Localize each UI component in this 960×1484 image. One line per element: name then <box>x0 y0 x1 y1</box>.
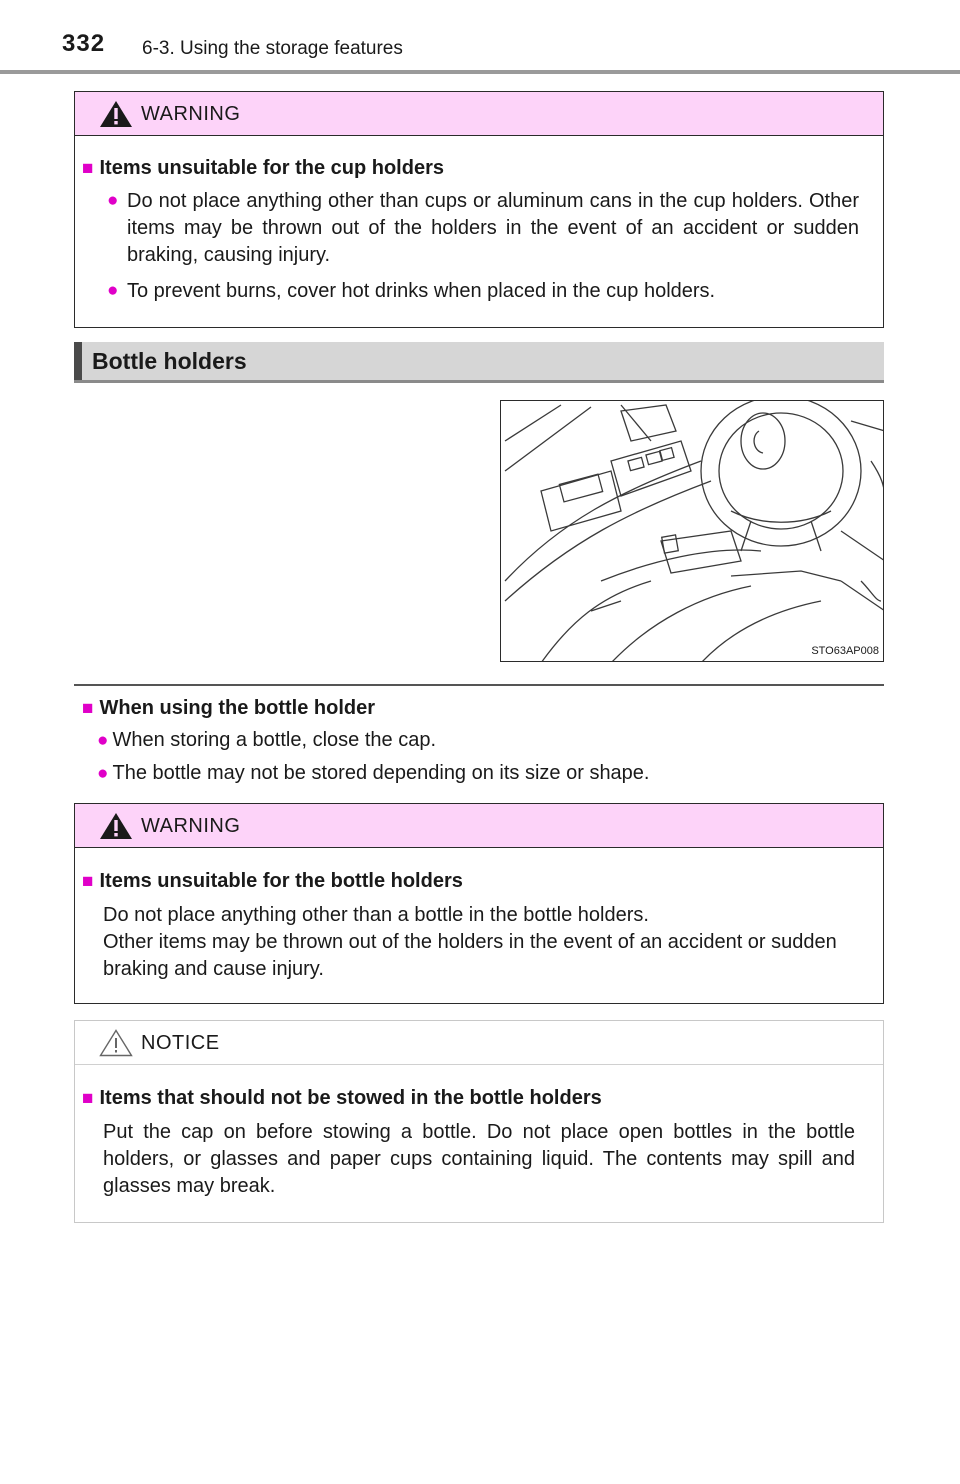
section-rule <box>74 380 884 383</box>
usage-bullet: ● The bottle may not be stored depending on its size or shape. <box>97 762 650 784</box>
warning-box-header <box>75 92 883 136</box>
notice-box <box>74 1020 884 1223</box>
usage-bullet: ● When storing a bottle, close the cap. <box>97 729 436 751</box>
warning-box-header <box>75 804 883 848</box>
warning-text-line: Other items may be thrown out of the holders in the event of an accident or sudden braking and cause injury. <box>103 931 837 980</box>
bottle-holder-illustration <box>500 400 884 662</box>
notice-label: NOTICE <box>141 1032 220 1054</box>
square-bullet-icon: ■ <box>82 158 94 179</box>
bullet-dot-icon: ● <box>107 280 119 301</box>
bullet-dot-icon: ● <box>107 190 119 211</box>
notice-text: Put the cap on before stowing a bottle. Do not place open bottles in the bottle holders, or glasses and paper cups containing liquid. The contents may spill and glasses may break. <box>103 1121 855 1197</box>
page-header <box>0 0 960 76</box>
square-bullet-icon: ■ <box>82 1088 94 1109</box>
square-bullet-icon: ■ <box>82 698 94 719</box>
bullet-dot-icon: ● <box>97 763 109 784</box>
warning-heading: ■ Items unsuitable for the bottle holders <box>82 870 463 892</box>
illustration-code: STO63AP008 <box>811 645 879 657</box>
section-heading-band <box>74 342 884 382</box>
warning-label: WARNING <box>141 103 241 125</box>
notice-heading: ■ Items that should not be stowed in the bottle holders <box>82 1087 602 1109</box>
warning-box-bottle-holders <box>74 803 884 1004</box>
warning-box-cup-holders <box>74 91 884 328</box>
warning-bullet-text: Do not place anything other than cups or aluminum cans in the cup holders. Other items may be thrown out of the holders in the event of an accident or sudden braking, causing injury. <box>127 190 859 266</box>
content-divider <box>74 684 884 686</box>
caution-triangle-icon <box>99 1029 133 1057</box>
bullet-dot-icon: ● <box>97 730 109 751</box>
section-heading: Bottle holders <box>92 348 247 374</box>
warning-label: WARNING <box>141 815 241 837</box>
band-accent-bar <box>74 342 82 382</box>
warning-text-line: Do not place anything other than a bottle in the bottle holders. <box>103 904 649 926</box>
notice-box-header <box>75 1021 883 1065</box>
warning-triangle-icon <box>99 100 133 128</box>
warning-bullet-text: To prevent burns, cover hot drinks when placed in the cup holders. <box>127 280 716 302</box>
section-title: 6-3. Using the storage features <box>142 38 403 59</box>
page-number: 332 <box>62 30 106 57</box>
square-bullet-icon: ■ <box>82 871 94 892</box>
usage-heading: ■ When using the bottle holder <box>82 697 376 719</box>
warning-triangle-icon <box>99 812 133 840</box>
car-interior-drawing <box>501 401 884 662</box>
header-rule <box>0 70 960 74</box>
warning-heading: ■ Items unsuitable for the cup holders <box>82 157 444 179</box>
